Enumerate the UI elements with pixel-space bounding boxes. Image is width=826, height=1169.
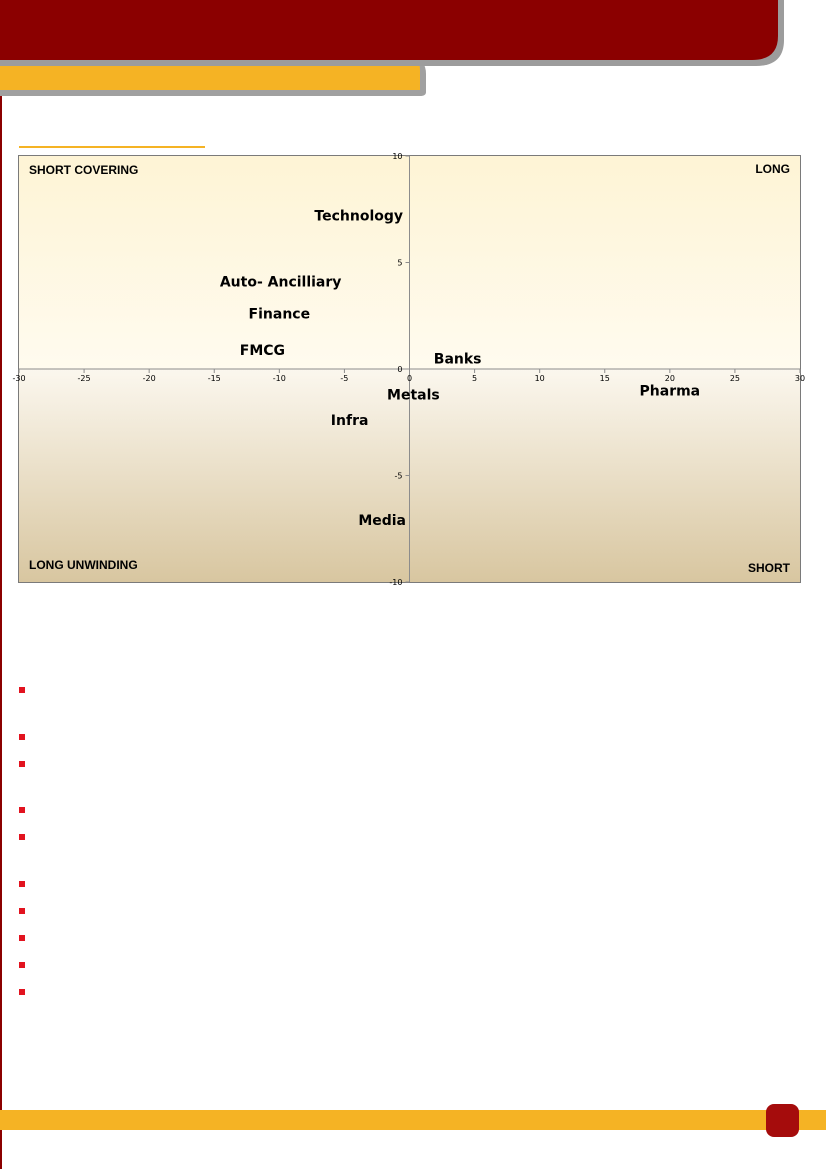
bullet-marker: [19, 881, 25, 887]
x-tick-label: 25: [729, 374, 741, 383]
y-tick-label: -10: [389, 578, 403, 587]
bullet-marker: [19, 761, 25, 767]
x-tick-label: -25: [77, 374, 91, 383]
section-heading-underline: [19, 146, 205, 148]
quadrant-label-bottom-left: LONG UNWINDING: [29, 558, 138, 572]
data-point-label: Auto- Ancilliary: [219, 274, 342, 291]
bullet-marker: [19, 734, 25, 740]
header-red-band: [0, 0, 778, 60]
chart-canvas: [12, 152, 806, 587]
quadrant-label-bottom-right: SHORT: [748, 561, 790, 575]
sector-quadrant-chart: [12, 152, 806, 587]
data-point-label: Banks: [433, 351, 482, 368]
data-point-label: FMCG: [239, 342, 286, 359]
x-tick-label: -10: [272, 374, 286, 383]
bullet-marker: [19, 807, 25, 813]
page-number-badge: [766, 1104, 799, 1137]
data-point-label: Metals: [387, 387, 440, 404]
x-tick-label: 15: [599, 374, 610, 383]
x-tick-label: 10: [534, 374, 545, 383]
bullet-marker: [19, 687, 25, 693]
data-point-label: Finance: [248, 306, 311, 323]
data-point-label: Infra: [330, 413, 369, 430]
y-tick-label: 0: [397, 365, 403, 374]
bullet-marker: [19, 935, 25, 941]
page-header-banner: [0, 0, 826, 100]
footer-band: [0, 1110, 826, 1130]
x-tick-label: 30: [794, 374, 806, 383]
x-tick-label: 0: [406, 374, 413, 383]
y-tick-label: 10: [392, 152, 403, 161]
x-tick-label: -30: [12, 374, 26, 383]
data-point-label: Media: [358, 513, 407, 530]
data-point-label: Pharma: [639, 383, 701, 400]
quadrant-label-top-right: LONG: [755, 162, 790, 176]
y-tick-label: 5: [397, 258, 403, 268]
x-tick-label: 20: [664, 374, 675, 383]
page-left-rule: [0, 0, 2, 1169]
data-point-label: Technology: [314, 208, 404, 225]
bullet-marker: [19, 989, 25, 995]
quadrant-label-top-left: SHORT COVERING: [29, 163, 139, 177]
bullet-marker: [19, 834, 25, 840]
bullet-marker: [19, 962, 25, 968]
x-tick-label: -5: [340, 374, 349, 383]
x-tick-label: -15: [207, 374, 221, 383]
x-tick-label: 5: [472, 374, 478, 383]
x-tick-label: -20: [142, 374, 156, 383]
y-tick-label: -5: [394, 471, 403, 481]
bullet-marker: [19, 908, 25, 914]
